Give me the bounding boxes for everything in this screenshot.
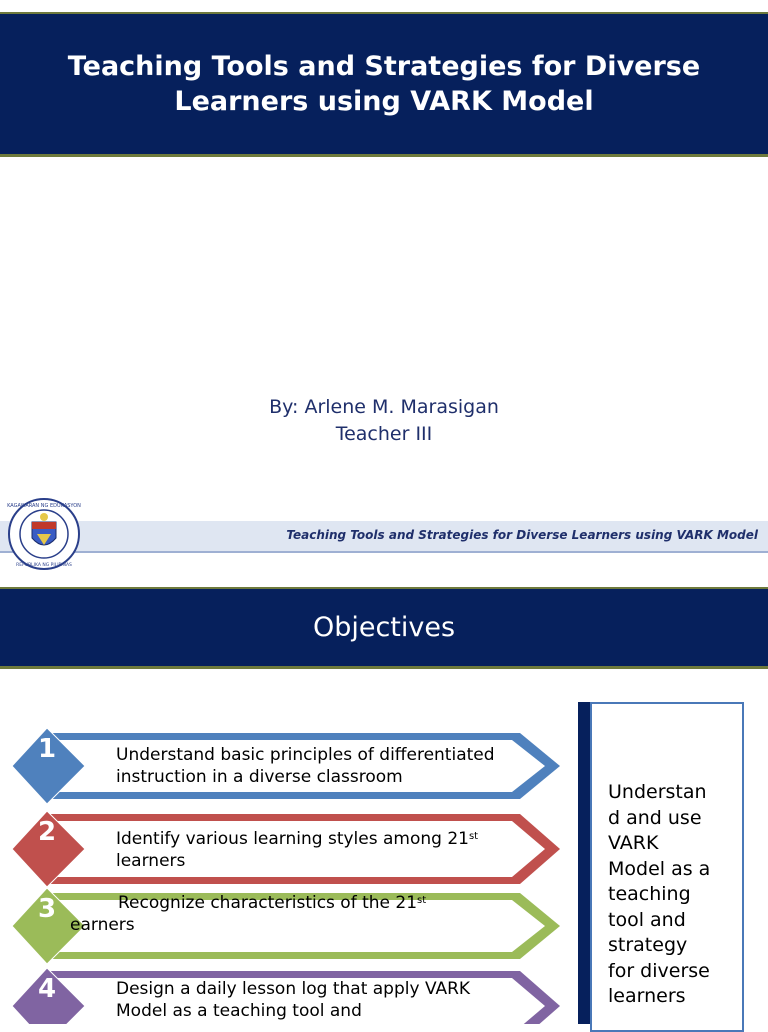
objective-text-2: Identify various learning styles among 21st learners: [116, 829, 479, 871]
objective-text-1: Understand basic principles of differentiated instruction in a diverse classroom: [116, 745, 495, 787]
slide-title: Teaching Tools and Strategies for Diverse Learners using VARK Model: [67, 51, 701, 117]
role-line: Teacher III: [335, 423, 433, 445]
footer-band: [0, 521, 768, 551]
author-line: By: Arlene M. Marasigan: [269, 396, 499, 418]
objectives-banner: [0, 587, 768, 669]
objective-text-4: Design a daily lesson log that apply VARK Model as a teaching tool and: [116, 979, 471, 1021]
objective-number-4: 4: [37, 974, 57, 1004]
objectives-title: Objectives: [312, 612, 456, 643]
footer-divider: [0, 551, 768, 553]
svg-text:KAGAWARAN NG EDUKASYON: KAGAWARAN NG EDUKASYON: [7, 503, 81, 509]
objective-number-1: 1: [37, 734, 57, 764]
side-summary-text: Understan d and use VARK Model as a teaching tool and strategy for diverse learners: [608, 781, 711, 1007]
footer-title: Teaching Tools and Strategies for Diverse Learners using VARK Model: [286, 528, 758, 542]
deped-seal-icon: [4, 498, 84, 570]
objective-number-2: 2: [37, 817, 57, 847]
objective-text-3: Recognize characteristics of the 21st earners: [70, 893, 427, 935]
slide-separator: [0, 572, 768, 586]
title-banner: [0, 12, 768, 157]
side-box-accent: [578, 702, 590, 1024]
side-summary-box: [590, 702, 744, 1032]
author-block: [0, 394, 768, 448]
svg-text:REPUBLIKA NG PILIPINAS: REPUBLIKA NG PILIPINAS: [16, 563, 72, 568]
objective-number-3: 3: [37, 894, 57, 924]
